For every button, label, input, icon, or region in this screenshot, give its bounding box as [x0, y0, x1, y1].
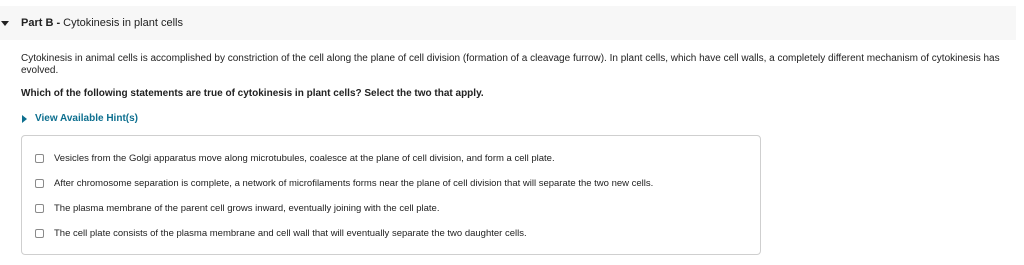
question-prompt: Which of the following statements are true of cytokinesis in plant cells? Select the two that apply. [21, 88, 484, 99]
checkbox[interactable] [35, 154, 44, 163]
part-title: Cytokinesis in plant cells [63, 17, 183, 29]
expand-arrow-icon [22, 115, 27, 123]
answer-option[interactable] [35, 203, 439, 214]
answer-options-box [21, 135, 761, 255]
answer-option[interactable] [35, 178, 653, 189]
checkbox[interactable] [35, 229, 44, 238]
option-label: The plasma membrane of the parent cell grows inward, eventually joining with the cell plate. [54, 203, 440, 214]
answer-option[interactable] [35, 153, 555, 164]
option-label: Vesicles from the Golgi apparatus move along microtubules, coalesce at the plane of cell division, and form a cell plate. [54, 153, 555, 164]
part-label: Part B - [21, 17, 61, 29]
option-label: After chromosome separation is complete, a network of microfilaments forms near the plane of cell division that will separate the two new cells. [54, 178, 654, 189]
hint-link-label: View Available Hint(s) [35, 113, 138, 124]
option-label: The cell plate consists of the plasma membrane and cell wall that will eventually separate the two daughter cells. [54, 228, 527, 239]
part-header[interactable] [0, 6, 1016, 40]
intro-text: Cytokinesis in animal cells is accomplished by constriction of the cell along the plane of cell division (formation of a cleavage furrow). In plant cells, which have cell walls, a completely different mechanism of cytokinesis has evolved. [21, 53, 1000, 76]
checkbox[interactable] [35, 204, 44, 213]
checkbox[interactable] [35, 179, 44, 188]
view-hints-link[interactable] [21, 113, 138, 124]
answer-option[interactable] [35, 228, 527, 239]
collapse-triangle-icon[interactable] [1, 21, 9, 26]
